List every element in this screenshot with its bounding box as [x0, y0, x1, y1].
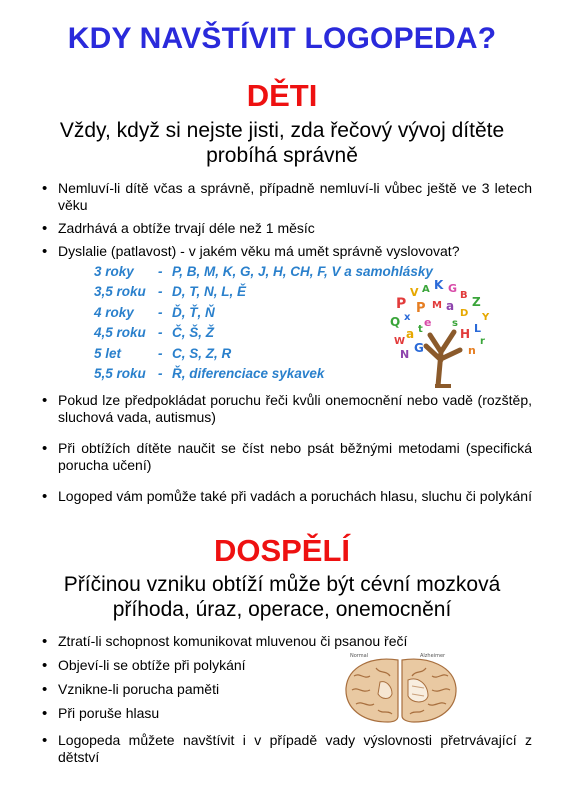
svg-text:D: D [460, 308, 469, 319]
age-label: 5,5 roku [94, 366, 146, 382]
adults-heading: DOSPĚLÍ [213, 533, 351, 568]
age-label: 5 let [94, 345, 122, 361]
list-item: • Pokud lze předpokládat poruchu řeči kvůli onemocnění nebo vadě (rozštěp, sluchová vada, autismus) [58, 392, 532, 426]
age-label: 4,5 roku [94, 325, 146, 341]
svg-text:s: s [452, 318, 458, 329]
age-dash: - [158, 345, 163, 361]
list-item: • Vznikne-li porucha paměti [58, 681, 344, 698]
age-sounds: Ř, diferenciace sykavek [172, 366, 325, 382]
list-item: • Při obtížích dítěte naučit se číst nebo psát běžnými metodami (specifická porucha učení) [58, 440, 532, 474]
children-list-2 [58, 392, 532, 505]
age-sounds: P, B, M, K, G, J, H, CH, F, V a samohlásky [172, 264, 433, 279]
svg-text:G: G [414, 341, 424, 355]
svg-text:t: t [418, 324, 423, 335]
svg-text:e: e [424, 316, 432, 329]
svg-text:M: M [432, 300, 442, 311]
svg-text:G: G [448, 282, 458, 295]
svg-text:x: x [404, 312, 411, 323]
list-item: • Při poruše hlasu [58, 705, 344, 722]
list-item: • Logoped vám pomůže také při vadách a poruchách hlasu, sluchu či polykání [58, 488, 532, 505]
children-lead: Vždy, když si nejste jisti, zda řečový vývoj dítěte probíhá správně [59, 119, 505, 167]
svg-text:r: r [480, 336, 485, 347]
svg-text:P: P [396, 296, 407, 312]
page-title: KDY NAVŠTÍVIT LOGOPEDA? [67, 22, 497, 55]
age-sounds: C, S, Z, R [172, 345, 232, 361]
svg-text:a: a [406, 327, 415, 341]
age-label: 4 roky [94, 304, 134, 320]
svg-text:B: B [460, 290, 468, 301]
brain-label-normal: Normal [350, 653, 369, 659]
list-item: • Nemluví-li dítě včas a správně, případně nemluví-li vůbec ještě ve 3 letech věku [58, 180, 532, 214]
brain-comparison-illustration [342, 650, 460, 725]
svg-text:A: A [422, 284, 430, 295]
age-dash: - [158, 366, 163, 382]
age-dash: - [158, 325, 163, 341]
svg-text:n: n [468, 344, 476, 357]
age-dash: - [158, 304, 163, 320]
svg-text:Z: Z [472, 295, 481, 309]
svg-text:W: W [394, 336, 406, 347]
list-item: • Logopeda můžete navštívit i v případě vady výslovnosti přetrvávající z dětství [58, 732, 532, 766]
svg-text:P: P [416, 301, 426, 316]
children-heading: DĚTI [246, 78, 318, 113]
age-sounds: Ď, Ť, Ň [172, 304, 215, 320]
age-dash: - [158, 264, 163, 279]
adults-list-2 [58, 732, 532, 766]
svg-text:V: V [410, 286, 419, 299]
svg-text:L: L [474, 322, 482, 335]
brain-label-alzheimer: Alzheimer [420, 653, 446, 659]
age-label: 3 roky [94, 264, 134, 279]
svg-text:H: H [460, 327, 471, 341]
age-dash: - [158, 284, 163, 300]
dyslalie-question: Dyslalie (patlavost) - v jakém věku má umět správně vyslovovat? [58, 243, 460, 259]
age-sounds: Č, Š, Ž [172, 325, 215, 341]
age-label: 3,5 roku [94, 284, 146, 300]
list-item: • Objeví-li se obtíže při polykání [58, 657, 344, 674]
list-item: • Zadrhává a obtíže trvají déle než 1 měsíc [58, 220, 532, 237]
svg-text:a: a [446, 299, 455, 313]
age-sounds: D, T, N, L, Ě [172, 284, 246, 300]
list-item: • Ztratí-li schopnost komunikovat mluvenou či psanou řečí [58, 633, 478, 650]
svg-text:Q: Q [390, 315, 401, 329]
svg-text:N: N [400, 348, 410, 361]
svg-text:K: K [434, 280, 444, 292]
svg-text:Y: Y [482, 312, 490, 323]
adults-lead: Příčinou vzniku obtíží může být cévní mozková příhoda, úraz, operace, onemocnění [63, 573, 501, 621]
letter-tree-illustration [388, 280, 498, 388]
